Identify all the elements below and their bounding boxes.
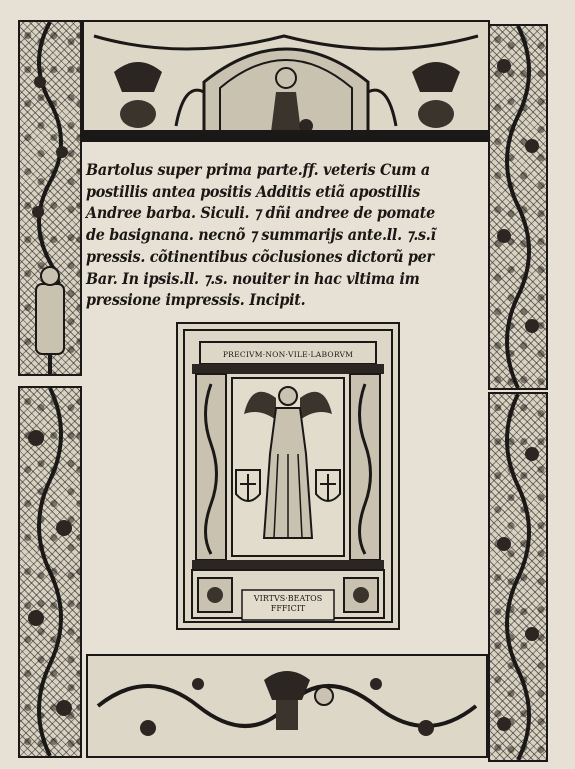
left-lower-ornament-art — [20, 388, 80, 756]
title-line: postillis antea positis Additis etiã apostillis — [86, 182, 421, 201]
motto-bottom — [246, 594, 330, 620]
title-text — [86, 160, 490, 320]
bottom-ornament-art — [88, 656, 486, 756]
title-line: Bar. In ipsis.ll. ⁊.s. nouiter in hac vltima im — [86, 269, 420, 288]
right-lower-ornament-art — [490, 394, 546, 760]
motto-bottom-line: VIRTVS·BEATOS — [253, 594, 323, 603]
left-ornament-border-upper — [18, 20, 82, 376]
left-upper-ornament-art — [20, 22, 80, 374]
printers-device-art — [178, 324, 398, 628]
printers-device-woodcut — [176, 322, 400, 630]
right-ornament-border-lower — [488, 392, 548, 762]
title-line: de basignana. necnõ ⁊ summarijs ante.ll. ⁊.s.ĩ — [86, 226, 436, 245]
bottom-ornament-border — [86, 654, 488, 758]
title-line: Bartolus super prima parte.ff. veteris Cum a — [86, 161, 430, 179]
top-ornament-art — [84, 22, 488, 140]
title-line: pressis. cõtinentibus cõclusiones dictorũ per — [86, 247, 434, 266]
right-ornament-border-upper — [488, 24, 548, 390]
title-line: pressione impressis. Incipit. — [86, 291, 306, 310]
motto-top: PRECIVM·NON·VILE·LABORVM — [222, 350, 354, 359]
right-upper-ornament-art — [490, 26, 546, 388]
left-ornament-border-lower — [18, 386, 82, 758]
top-ornament-border — [82, 20, 490, 142]
title-line: Andree barba. Siculi. ⁊ dñi andree de pomate — [86, 204, 435, 223]
motto-bottom-line: FFFICIT — [270, 604, 306, 613]
